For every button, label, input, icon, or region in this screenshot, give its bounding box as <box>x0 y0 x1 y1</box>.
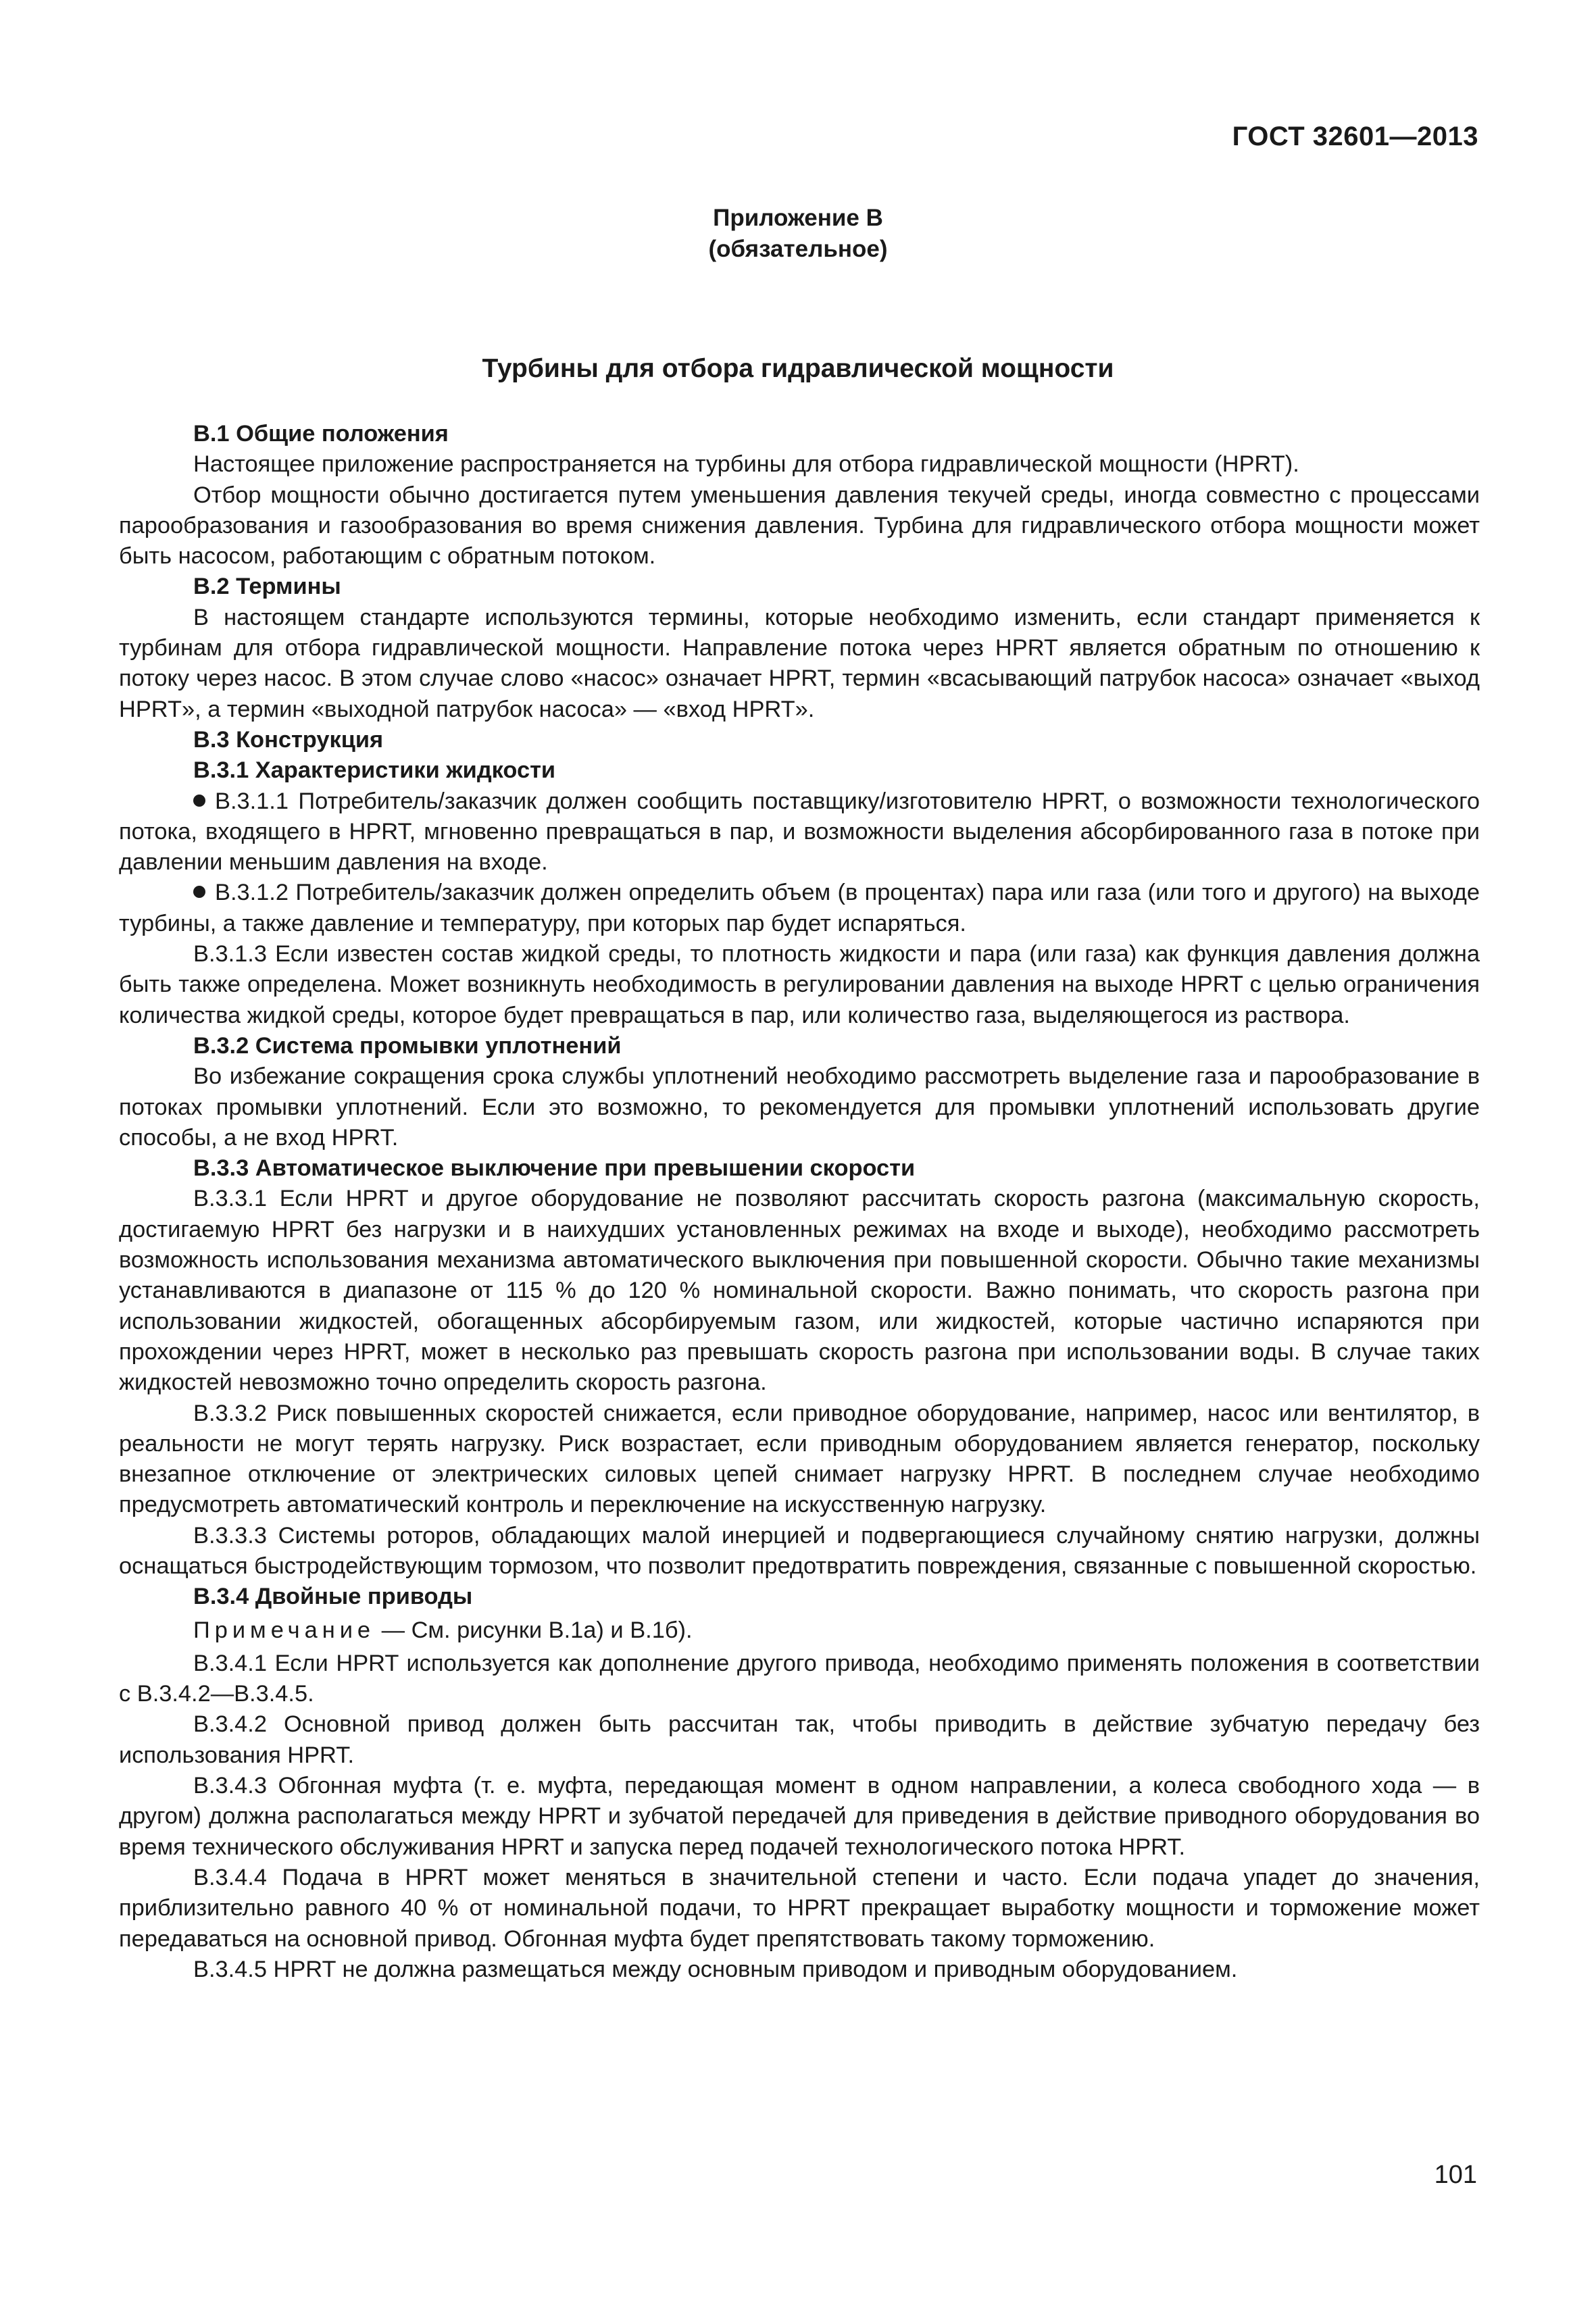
paragraph: Отбор мощности обычно достигается путем уменьшения давления текучей среды, иногда совместно с процессами парообразования и газообразования во время снижения давления. Турбина для гидравлического отбора мощности может быть насосом, работающим с обратным потоком. <box>119 482 1480 570</box>
bullet-paragraph <box>119 878 1480 939</box>
note <box>119 1615 1480 1646</box>
paragraph-text: В.3.1.1 Потребитель/заказчик должен сообщить поставщику/изготовителю HPRT, о возможности технологического потока, входящего в HPRT, мгновенно превращаться в пар, и возможности выделения абсорбированного газа в потоке при давлении меньшим давления на входе. <box>119 788 1480 876</box>
page-number: 101 <box>1434 2161 1477 2189</box>
bullet-icon <box>193 795 205 807</box>
paragraph: Во избежание сокращения срока службы уплотнений необходимо рассмотреть выделение газа и парообразование в потоках промывки уплотнений. Если это возможно, то рекомендуется для промывки уплотнений использовать другие способы, а не вход HPRT. <box>119 1063 1480 1151</box>
section-heading-b2: В.2 Термины <box>193 574 341 600</box>
document-title: Турбины для отбора гидравлической мощности <box>482 354 1114 383</box>
section-heading-b34: В.3.4 Двойные приводы <box>193 1584 473 1610</box>
paragraph: В.3.4.4 Подача в HPRT может меняться в значительной степени и часто. Если подача упадет до значения, приблизительно равного 40 % от номинальной подачи, то HPRT прекращает выработку мощности и торможение может передаваться на основной привод. Обгонная муфта будет препятствовать такому торможению. <box>119 1864 1480 1952</box>
note-text: — См. рисунки В.1а) и В.1б). <box>375 1617 693 1643</box>
paragraph: В.3.3.2 Риск повышенных скоростей снижается, если приводное оборудование, например, насос или вентилятор, в реальности не могут терять нагрузку. Риск возрастает, если приводным оборудованием является генератор, поскольку внезапное отключение от электрических силовых цепей снимает нагрузку HPRT. В последнем случае необходимо предусмотреть автоматический контроль и переключение на искусственную нагрузку. <box>119 1400 1480 1518</box>
annex-status: (обязательное) <box>708 236 888 262</box>
section-heading-b32: В.3.2 Система промывки уплотнений <box>193 1032 622 1059</box>
paragraph: В.3.3.3 Системы роторов, обладающих малой инерцией и подвергающиеся случайному снятию нагрузки, должны оснащаться быстродействующим тормозом, что позволит предотвратить повреждения, связанные с повышенной скоростью. <box>119 1522 1480 1579</box>
paragraph: В.3.4.3 Обгонная муфта (т. е. муфта, передающая момент в одном направлении, а колеса свободного хода — в другом) должна располагаться между HPRT и зубчатой передачей для приведения в действие приводного оборудования во время технического обслуживания HPRT и запуска перед подачей технологического потока HPRT. <box>119 1773 1480 1860</box>
paragraph: В.3.3.1 Если HPRT и другое оборудование не позволяют рассчитать скорость разгона (максимальную скорость, достигаемую HPRT без нагрузки и в наихудших установленных режимах на входе и выходе), необходимо рассмотреть возможность использования механизма автоматического выключения при повышенной скорости. Обычно такие механизмы устанавливаются в диапазоне от 115 % до 120 % номинальной скорости. Важно понимать, что скорость разгона при использовании жидкостей, обогащенных абсорбируемым газом, или жидкостей, которые частично испаряются при прохождении через HPRT, может в несколько раз превышать скорость разгона при использовании воды. В случае таких жидкостей невозможно точно определить скорость разгона. <box>119 1186 1480 1396</box>
annex-title: Приложение В <box>713 205 883 231</box>
paragraph: Настоящее приложение распространяется на турбины для отбора гидравлической мощности (HPRT). <box>193 451 1299 478</box>
section-heading-b33: В.3.3 Автоматическое выключение при превышении скорости <box>193 1155 916 1182</box>
paragraph-text: В.3.1.2 Потребитель/заказчик должен определить объем (в процентах) пара или газа (или того и другого) на выходе турбины, а также давление и температуру, при которых пар будет испаряться. <box>119 880 1480 936</box>
section-heading-b31: В.3.1 Характеристики жидкости <box>193 757 556 784</box>
paragraph: В.3.4.5 HPRT не должна размещаться между основным приводом и приводным оборудованием. <box>193 1956 1238 1982</box>
bullet-icon <box>193 886 205 898</box>
paragraph: В.3.4.1 Если HPRT используется как дополнение другого привода, необходимо применять положения в соответствии с В.3.4.2—В.3.4.5. <box>119 1650 1480 1707</box>
annex-heading <box>0 203 1596 265</box>
bullet-paragraph <box>119 786 1480 878</box>
standard-number: ГОСТ 32601—2013 <box>1232 122 1478 151</box>
note-label: Примечание <box>193 1617 376 1643</box>
document-body <box>119 419 1480 1985</box>
section-heading-b3: В.3 Конструкция <box>193 726 384 753</box>
paragraph: В.3.1.3 Если известен состав жидкой среды, то плотность жидкости и пара (или газа) как функция давления должна быть также определена. Может возникнуть необходимость в регулировании давления на выходе HPRT с целью ограничения количества жидкой среды, которое будет превращаться в пар, или количество газа, выделяющегося из раствора. <box>119 941 1480 1028</box>
section-heading-b1: В.1 Общие положения <box>193 421 449 447</box>
paragraph: В.3.4.2 Основной привод должен быть рассчитан так, чтобы приводить в действие зубчатую передачу без использования HPRT. <box>119 1711 1480 1768</box>
paragraph: В настоящем стандарте используются термины, которые необходимо изменить, если стандарт применяется к турбинам для отбора гидравлической мощности. Направление потока через HPRT является обратным по отношению к потоку через насос. В этом случае слово «насос» означает HPRT, термин «всасывающий патрубок насоса» означает «выход HPRT», а термин «выходной патрубок насоса» — «вход HPRT». <box>119 604 1480 722</box>
